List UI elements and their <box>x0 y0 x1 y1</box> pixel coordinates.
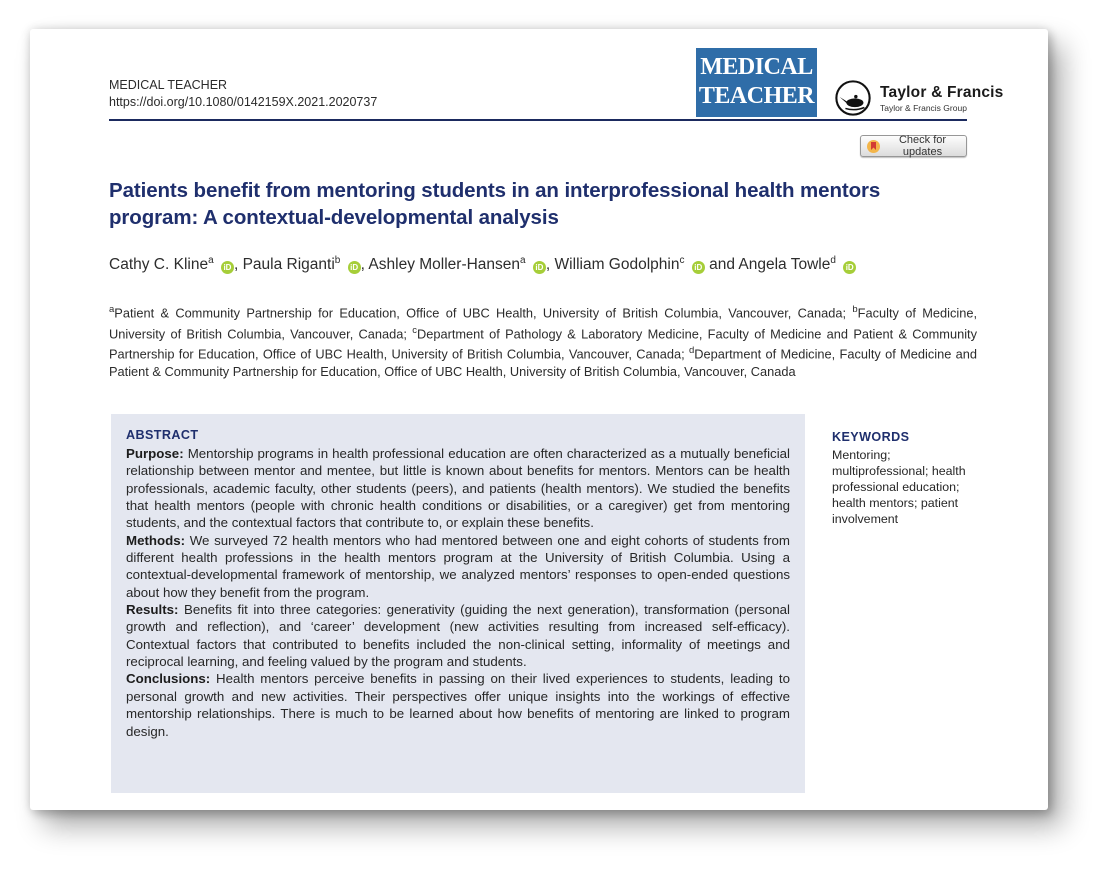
orcid-icon[interactable]: iD <box>221 261 234 274</box>
keywords-section <box>832 430 986 528</box>
author-list: Cathy C. Kline$^a$ iD , Paula Riganti$^b$ iD , Ashley Moller-Hansen$^a$ iD , William Godolphin$^c$ iD and Angela Towle$^d$ iD <box>109 249 879 277</box>
taylor-francis-logo <box>834 79 1004 117</box>
orcid-icon[interactable]: iD <box>348 261 361 274</box>
author-affiliation-sup: b <box>334 255 341 266</box>
abstract-paragraph: Conclusions: Health mentors perceive benefits in passing on their lived experiences to students, leading to personal growth and new activities. Their perspectives offer unique insights into the workings of effective mentorship relationships. There is much to be learned about how benefits of mentoring are linked to program design. <box>126 671 790 739</box>
article-title: Patients benefit from mentoring students in an interprofessional health mentors program: A contextual-developmental analysis <box>109 179 881 229</box>
crossmark-icon <box>867 140 880 153</box>
journal-name: MEDICAL TEACHER <box>109 78 228 92</box>
header-divider <box>109 119 967 121</box>
abstract-paragraph: Methods: We surveyed 72 health mentors who had mentored between one and eight cohorts of students from different health professions in the health mentors program at the University of British Columbia. Using a contextual-developmental framework of mentorship, we analyzed mentors’ responses to open-ended questions about how they benefit from the program. <box>126 532 790 600</box>
orcid-icon[interactable]: iD <box>692 261 705 274</box>
author-affiliation-sup: c <box>679 255 685 266</box>
affiliations: $^a$Patient & Community Partnership for Education, Office of UBC Health, University of British Columbia, Vancouver, Canada; $^b$Faculty of Medicine, University of British Columbia, Vancouver, Canada; $^c$Department of Pathology & Laboratory Medicine, Faculty of Medicine and Patient & Community Partnership for Education, Office of UBC Health, University of British Columbia, Vancouver, Canada; $^d$Department of Medicine, Faculty of Medicine and Patient & Community Partnership for Education, Office of UBC Health, University of British Columbia, Vancouver, Canada <box>109 304 977 379</box>
affiliation-sup: b <box>852 304 858 315</box>
journal-meta <box>109 77 377 111</box>
publisher-group: Taylor & Francis Group <box>880 102 967 113</box>
publisher-name: Taylor & Francis <box>880 83 1004 101</box>
author-affiliation-sup: d <box>830 255 836 266</box>
affiliation-sup: a <box>109 304 115 315</box>
logo-line-1: MEDICAL <box>700 54 813 80</box>
check-for-updates-button[interactable] <box>860 135 967 157</box>
author-affiliation-sup: a <box>208 255 214 266</box>
doi-link[interactable]: https://doi.org/10.1080/0142159X.2021.2020737 <box>109 95 378 109</box>
abstract-section <box>111 414 805 793</box>
author-affiliation-sup: a <box>520 255 526 266</box>
keywords-heading: KEYWORDS <box>832 430 910 444</box>
tf-lamp-icon <box>834 79 872 117</box>
affiliation-sup: d <box>688 345 695 357</box>
keywords-text: Mentoring; multiprofessional; health professional education; health mentors; patient involvement <box>832 448 966 526</box>
orcid-icon[interactable]: iD <box>533 261 546 274</box>
article-page <box>30 29 1048 810</box>
abstract-body <box>126 445 790 740</box>
publisher-text <box>880 84 1004 113</box>
abstract-heading: ABSTRACT <box>126 428 199 442</box>
orcid-icon[interactable]: iD <box>843 261 856 274</box>
affiliation-sup: c <box>412 324 417 336</box>
abstract-paragraph: Results: Benefits fit into three categories: generativity (guiding the next generation), transformation (personal growth and reflection), and ‘career’ development (new activities resulting from increased self-efficacy). Contextual factors that contributed to benefits included the non-clinical setting, informality of meetings and reciprocal learning, and feeling valued by the program and students. <box>126 602 790 670</box>
medical-teacher-logo <box>696 48 817 117</box>
logo-line-2: TEACHER <box>698 83 815 109</box>
check-updates-label: Check for updates <box>898 134 947 158</box>
abstract-paragraph: Purpose: Mentorship programs in health professional education are often characterized as a mutually beneficial relationship between mentor and mentee, but little is known about benefits for mentors. Mentors can be health professionals, academic faculty, other students (peers), and patients (health mentors). We studied the benefits that health mentors (people with chronic health conditions or disabilities, or a caregiver) get from mentoring students, and the contextual factors that contribute to, or explain these benefits. <box>126 446 790 531</box>
